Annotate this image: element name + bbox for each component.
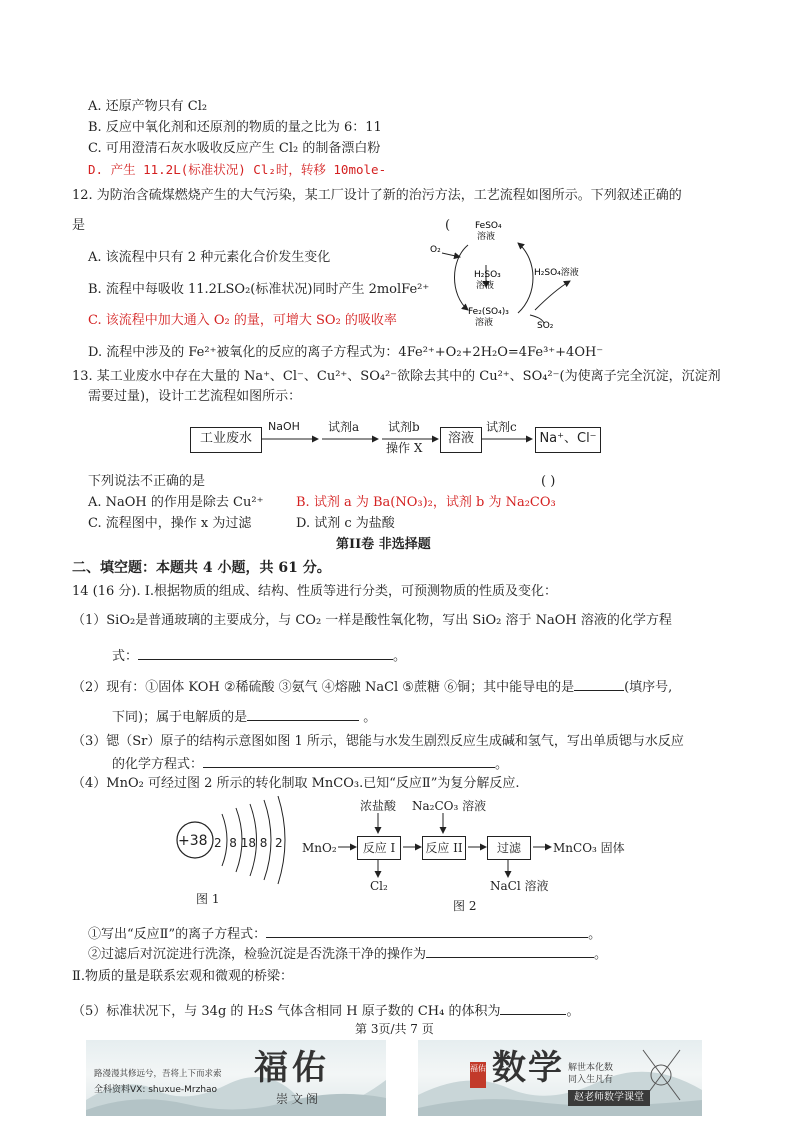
q11-option-c: C. 可用澄清石灰水吸收反应产生 Cl₂ 的制备漂白粉 xyxy=(88,141,381,156)
so2-label: SO₂ xyxy=(537,321,554,331)
q14-part2-text: （2）现有：①固体 KOH ②稀硫酸 ③氨气 ④熔融 NaCl ⑤蔗糖 ⑥铜；其中能导电的是 xyxy=(72,680,575,695)
q14-part1: （1）SiO₂是普通玻璃的主要成分，与 CO₂ 一样是酸性氧化物，写出 SiO₂ 溶于 NaOH 溶液的化学方程 xyxy=(72,613,672,628)
flow-box-product: Na⁺、Cl⁻ xyxy=(535,427,601,453)
answer-blank-7[interactable] xyxy=(500,1000,566,1015)
answer-blank-5[interactable] xyxy=(266,923,588,938)
h2so3-solution-label: 溶液 xyxy=(476,281,495,291)
q13-stem-cont: 需要过量)，设计工艺流程如图所示： xyxy=(88,389,302,404)
part2-title: 第II卷 非选择题 xyxy=(336,537,431,552)
mno2-label: MnO₂ xyxy=(302,841,337,855)
o2-label: O₂ xyxy=(430,245,441,255)
q14-part-ii: Ⅱ.物质的量是联系宏观和微观的桥梁： xyxy=(72,969,293,984)
banner-left-subtitle: 崇文阁 xyxy=(276,1092,322,1106)
page-number: 第 3页/共 7 页 xyxy=(355,1022,434,1036)
feso4-solution-label: 溶液 xyxy=(477,232,496,242)
q12-option-a: A. 该流程中只有 2 种元素化合价发生变化 xyxy=(88,250,331,265)
q11-option-a: A. 还原产物只有 Cl₂ xyxy=(88,99,208,114)
q13-option-a: A. NaOH 的作用是除去 Cu²⁺ xyxy=(88,495,264,510)
q14-subq2 xyxy=(88,943,607,964)
flow-naoh-label: NaOH xyxy=(268,420,300,433)
q13-answer-paren: ( ) xyxy=(541,474,556,489)
filtration-box: 过滤 xyxy=(487,836,531,860)
nucleus-charge: +38 xyxy=(178,833,208,849)
banner-right-line1: 解世本化数 xyxy=(568,1063,614,1073)
q12-stem: 12. 为防治含硫煤燃烧产生的大气污染，某工厂设计了新的治污方法，工艺流程如图所示。下列叙述正确的 xyxy=(72,188,682,203)
answer-blank-3[interactable] xyxy=(247,706,359,721)
q14-subq1-text: ①写出“反应Ⅱ”的离子方程式： xyxy=(88,927,267,942)
banner-left-logo: 福佑 xyxy=(254,1048,330,1088)
q14-part1-end: 。 xyxy=(393,649,407,664)
figure2-caption: 图 2 xyxy=(453,899,477,913)
q14-subq1 xyxy=(88,923,601,944)
q14-part1-cont xyxy=(112,645,406,666)
q11-option-b: B. 反应中氧化剂和还原剂的物质的量之比为 6：11 xyxy=(88,120,382,135)
banner-left-contact: 全科资料VX: shuxue-Mrzhao xyxy=(94,1085,218,1095)
electron-shells: 2 8 18 8 2 xyxy=(214,836,283,850)
q14-part3-prefix: 的化学方程式： xyxy=(112,757,204,772)
q14-part2-cont xyxy=(112,706,376,727)
q12-option-c: C. 该流程中加大通入 O₂ 的量，可增大 SO₂ 的吸收率 xyxy=(88,313,397,328)
section-heading: 二、填空题：本题共 4 小题，共 61 分。 xyxy=(72,560,331,576)
q13-prompt: 下列说法不正确的是 xyxy=(88,474,206,489)
conc-hcl-label: 浓盐酸 xyxy=(360,799,397,813)
q14-subq1-end: 。 xyxy=(588,927,602,942)
flow-box-solution: 溶液 xyxy=(440,427,482,453)
banner-right-subtitle: 赵老师数学课堂 xyxy=(568,1090,650,1106)
banner-right-seal: 福佑 xyxy=(470,1062,486,1088)
fe2so43-label: Fe₂(SO₄)₃ xyxy=(468,307,509,317)
q13-option-d: D. 试剂 c 为盐酸 xyxy=(296,516,395,531)
banner-right-line2: 同入生凡有 xyxy=(568,1075,614,1085)
q14-part3-end: 。 xyxy=(495,757,509,772)
cl2-label: Cl₂ xyxy=(370,879,388,893)
q12-stem-cont: 是 xyxy=(72,218,86,233)
q12-answer-paren: ( xyxy=(445,218,451,233)
q14-part5-end: 。 xyxy=(566,1004,580,1019)
answer-blank-2[interactable] xyxy=(574,676,624,691)
banner-left xyxy=(86,1040,386,1116)
nacl-label: NaCl 溶液 xyxy=(490,879,549,893)
q14-part3-cont xyxy=(112,753,508,774)
q14-subq2-end: 。 xyxy=(594,947,608,962)
reaction1-box: 反应 I xyxy=(357,836,401,860)
h2so3-label: H₂SO₃ xyxy=(474,270,501,280)
q14-part3: （3）锶（Sr）原子的结构示意图如图 1 所示，锶能与水发生剧烈反应生成碱和氢气，写出单质锶与水反应 xyxy=(72,734,684,749)
q14-part2 xyxy=(72,676,672,697)
answer-blank-4[interactable] xyxy=(203,753,495,768)
q14-part2-end: 。 xyxy=(363,710,377,725)
q12-option-b: B. 流程中每吸收 11.2LSO₂(标准状况)同时产生 2molFe²⁺ xyxy=(88,282,430,297)
fe2so43-solution-label: 溶液 xyxy=(475,318,494,328)
q13-option-c: C. 流程图中，操作 x 为过滤 xyxy=(88,516,252,531)
answer-blank-6[interactable] xyxy=(426,943,594,958)
flow-reagent-c-label: 试剂c xyxy=(486,420,517,434)
flow-reagent-a-label: 试剂a xyxy=(328,420,360,434)
q13-option-b: B. 试剂 a 为 Ba(NO₃)₂，试剂 b 为 Na₂CO₃ xyxy=(296,495,556,510)
q11-option-d: D. 产生 11.2L(标准状况) Cl₂时，转移 10mole- xyxy=(88,162,387,177)
banner-right-logo: 数学 xyxy=(492,1048,564,1088)
figure1-caption: 图 1 xyxy=(196,892,220,906)
q14-part1-prefix: 式： xyxy=(112,649,139,664)
q12-option-d: D. 流程中涉及的 Fe²⁺被氧化的反应的离子方程式为：4Fe²⁺+O₂+2H₂O=4Fe³⁺+4OH⁻ xyxy=(88,345,604,360)
q12-cycle-diagram xyxy=(420,215,610,335)
q14-part5 xyxy=(72,1000,580,1021)
feso4-label: FeSO₄ xyxy=(475,221,502,231)
q14-part4: （4）MnO₂ 可经过图 2 所示的转化制取 MnCO₃.已知“反应Ⅱ”为复分解反应. xyxy=(72,776,520,791)
flow-box-wastewater: 工业废水 xyxy=(190,427,262,453)
q14-intro: 14 (16 分). Ⅰ.根据物质的组成、结构、性质等进行分类，可预测物质的性质及变化： xyxy=(72,584,558,599)
q14-part5-text: （5）标准状况下，与 34g 的 H₂S 气体含相同 H 原子数的 CH₄ 的体积为 xyxy=(72,1004,501,1019)
q14-part2-cont-text: 下同)；属于电解质的是 xyxy=(112,710,248,725)
q13-stem: 13. 某工业废水中存在大量的 Na⁺、Cl⁻、Cu²⁺、SO₄²⁻欲除去其中的 Cu²⁺、SO₄²⁻(为使离子完全沉淀，沉淀剂 xyxy=(72,369,721,384)
mnco3-label: MnCO₃ 固体 xyxy=(553,841,625,855)
flow-operation-x-label: 操作 X xyxy=(386,441,423,455)
na2co3-label: Na₂CO₃ 溶液 xyxy=(412,799,487,813)
banner-right xyxy=(418,1040,702,1116)
reaction2-box: 反应 II xyxy=(422,836,466,860)
h2so4-label: H₂SO₄溶液 xyxy=(534,268,579,278)
answer-blank-1[interactable] xyxy=(138,645,393,660)
banner-left-motto: 路漫漫其修远兮，吾将上下而求索 xyxy=(94,1069,222,1079)
q14-subq2-text: ②过滤后对沉淀进行洗涤，检验沉淀是否洗涤干净的操作为 xyxy=(88,947,427,962)
flow-reagent-b-label: 试剂b xyxy=(388,420,420,434)
q14-part2-note: (填序号, xyxy=(624,680,673,695)
